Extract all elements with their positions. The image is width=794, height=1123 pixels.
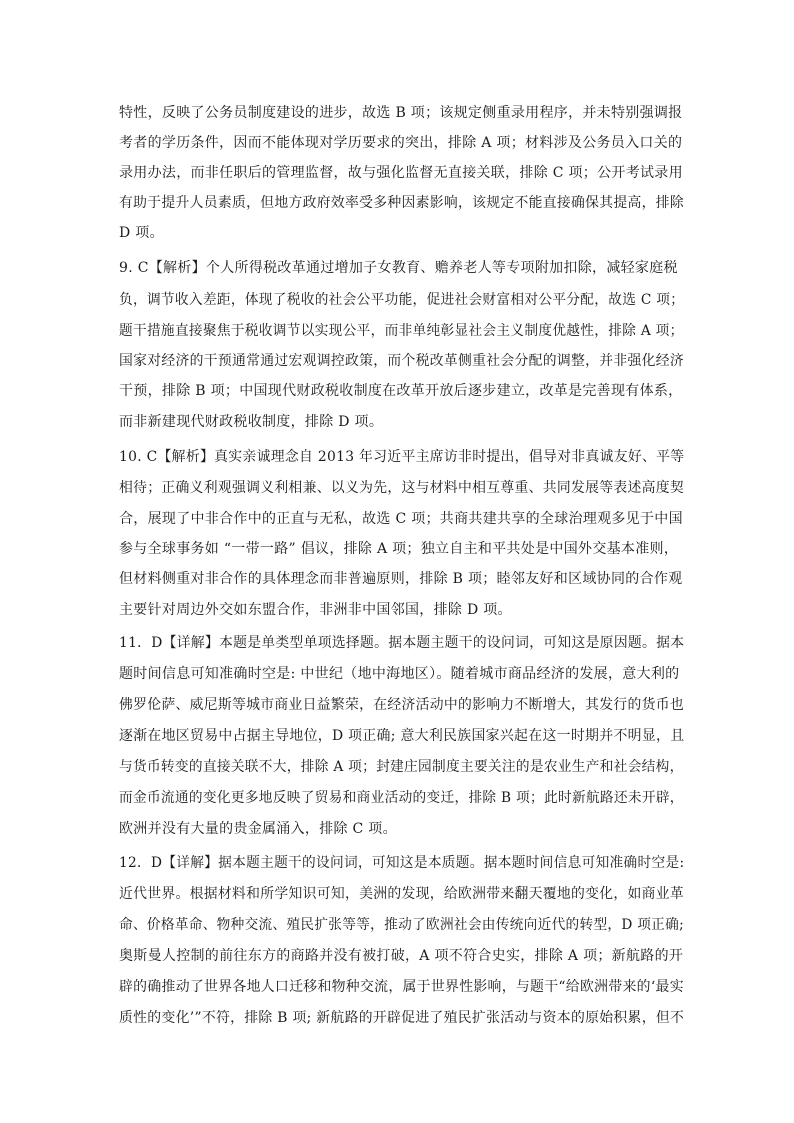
text-line: 国家对经济的干预通常通过宏观调控政策，而个税改革侧重社会分配的调整，并非强化经济 [119, 353, 684, 369]
text-line: 参与全球事务如 “一带一路” 倡议，排除 A 项；独立自主和平共处是中国外交基本准则， [119, 541, 679, 557]
text-line: 欧洲并没有大量的贵金属涌入，排除 C 项。 [119, 821, 397, 837]
text-line: 10. C【解析】真实亲诚理念自 2013 年习近平主席访非时提出，倡导对非真诚友好、平等 [119, 449, 685, 465]
text-line: 特性，反映了公务员制度建设的进步，故选 B 项；该规定侧重录用程序，并未特别强调报 [119, 105, 683, 121]
text-line: 奥斯曼人控制的前往东方的商路并没有被打破，A 项不符合史实，排除 A 项；新航路的开 [119, 948, 684, 964]
text-line: 但材料侧重对非合作的具体理念而非普遍原则，排除 B 项；睦邻友好和区域协同的合作观 [119, 571, 683, 587]
text-line: 干预，排除 B 项；中国现代财政税收制度在改革开放后逐步建立，改革是完善现有体系， [119, 383, 683, 399]
text-line: 题时间信息可知准确时空是: 中世纪（地中海地区）。随着城市商品经济的发展，意大利的 [119, 666, 680, 682]
text-line: 题干措施直接聚焦于税收调节以实现公平，而非单纯彰显社会主义制度优越性，排除 A 项； [119, 323, 684, 339]
text-line: 近代世界。根据材料和所学知识可知，美洲的发现，给欧洲带来翻天覆地的变化，如商业革 [119, 886, 684, 902]
text-line: 逐渐在地区贸易中占据主导地位，D 项正确; 意大利民族国家兴起在这一时期并不明显，且 [119, 728, 685, 744]
text-line: 辟的确推动了世界各地人口迁移和物种交流，属于世界性影响，与题干“给欧洲带来的‘最实 [119, 979, 684, 995]
text-line: 相待；正确义利观强调义利相兼、以义为先，这与材料中相互尊重、共同发展等表述高度契 [119, 480, 684, 496]
text-line: 质性的变化’”不符，排除 B 项; 新航路的开辟促进了殖民扩张活动与资本的原始积累，但不 [119, 1010, 685, 1026]
text-line: 有助于提升人员素质，但地方政府效率受多种因素影响，该规定不能直接确保其提高，排除 [119, 195, 684, 211]
text-line: 录用办法，而非任职后的管理监督，故与强化监督无直接关联，排除 C 项；公开考试录用 [119, 165, 683, 181]
text-line: 9. C【解析】个人所得税改革通过增加子女教育、赡养老人等专项附加扣除，减轻家庭税 [119, 260, 678, 276]
text-line: 主要针对周边外交如东盟合作，非洲非中国邻国，排除 D 项。 [119, 602, 512, 618]
text-line: 负，调节收入差距，体现了税收的社会公平功能，促进社会财富相对公平分配，故选 C 项； [119, 292, 685, 308]
text-line: D 项。 [119, 225, 164, 241]
text-line: 合，展现了中非合作中的正直与无私，故选 C 项；共商共建共享的全球治理观多见于中国 [119, 511, 683, 527]
text-line: 而非新建现代财政税收制度，排除 D 项。 [119, 414, 384, 430]
text-line: 12．D【详解】据本题主题干的设问词，可知这是本质题。据本题时间信息可知准确时空是: [119, 855, 685, 871]
text-line: 考者的学历条件，因而不能体现对学历要求的突出，排除 A 项；材料涉及公务员入口关的 [119, 135, 683, 151]
text-line: 佛罗伦萨、威尼斯等城市商业日益繁荣，在经济活动中的影响力不断增大，其发行的货币也 [119, 697, 684, 713]
text-line: 而金币流通的变化更多地反映了贸易和商业活动的变迁，排除 B 项；此时新航路还未开辟， [119, 790, 684, 806]
text-line: 命、价格革命、物种交流、殖民扩张等等，推动了欧洲社会由传统向近代的转型，D 项正确; [119, 917, 684, 933]
text-line: 11．D【详解】本题是单类型单项选择题。据本题主题干的设问词，可知这是原因题。据本 [119, 635, 685, 651]
text-line: 与货币转变的直接关联不大，排除 A 项；封建庄园制度主要关注的是农业生产和社会结构， [119, 759, 684, 775]
